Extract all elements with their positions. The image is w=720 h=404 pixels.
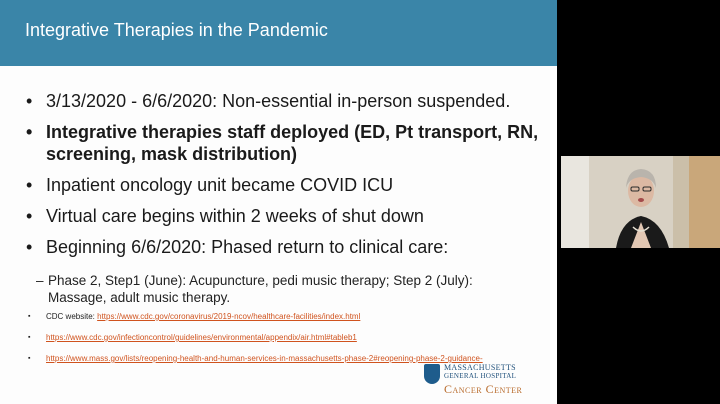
bullet-dot: • [26,206,33,226]
speaker-video-icon [561,156,720,248]
mgh-cancer-center-logo [424,362,549,400]
bullet-dot: • [26,91,33,111]
cdc-facilities-link[interactable]: https://www.cdc.gov/coronavirus/2019-ncov/healthcare-facilities/index.html [97,312,361,321]
bullet-item [24,121,544,165]
reference-marker: ▪ [28,355,31,362]
sub-bullet-dash: – [36,273,44,288]
reference-marker: ▪ [28,313,31,320]
slide-title: Integrative Therapies in the Pandemic [25,20,328,40]
bullet-item [24,174,544,196]
bullet-text: Integrative therapies staff deployed (ED, Pt transport, RN, screening, mask distribution) [46,122,539,164]
bullet-text: 3/13/2020 - 6/6/2020: Non-essential in-person suspended. [46,91,511,111]
reference-item [24,311,524,322]
reference-prefix: CDC website: [46,312,98,321]
logo-line-2: GENERAL HOSPITAL [444,372,517,380]
bullet-item [24,90,544,112]
shield-icon [424,364,440,384]
reference-item [24,332,524,343]
bullet-text: Virtual care begins within 2 weeks of shut down [46,206,424,226]
bullet-item [24,205,544,227]
reference-marker: ▪ [28,334,31,341]
bullet-item [24,236,544,258]
cdc-air-link[interactable]: https://www.cdc.gov/infectioncontrol/guidelines/environmental/appendix/air.html#tableb1 [46,333,357,342]
bullet-dot: • [26,237,33,257]
bullet-text: Beginning 6/6/2020: Phased return to clinical care: [46,237,449,257]
slide-header [0,0,557,66]
bullet-dot: • [26,122,33,142]
sub-bullet-text: Phase 2, Step1 (June): Acupuncture, pedi music therapy; Step 2 (July): Massage, adult music therapy. [48,273,473,305]
logo-line-3: Cancer Center [444,382,523,396]
mass-gov-link[interactable]: https://www.mass.gov/lists/reopening-health-and-human-services-in-massachusetts-phase-2#reopening-phase-2-guidance- [46,354,483,363]
sub-bullet [36,272,528,306]
bullet-text: Inpatient oncology unit became COVID ICU [46,175,394,195]
speaker-video-thumbnail[interactable] [561,156,720,248]
bullet-dot: • [26,175,33,195]
logo-line-1: MASSACHUSETTS [444,363,516,372]
bullet-list [24,90,544,267]
